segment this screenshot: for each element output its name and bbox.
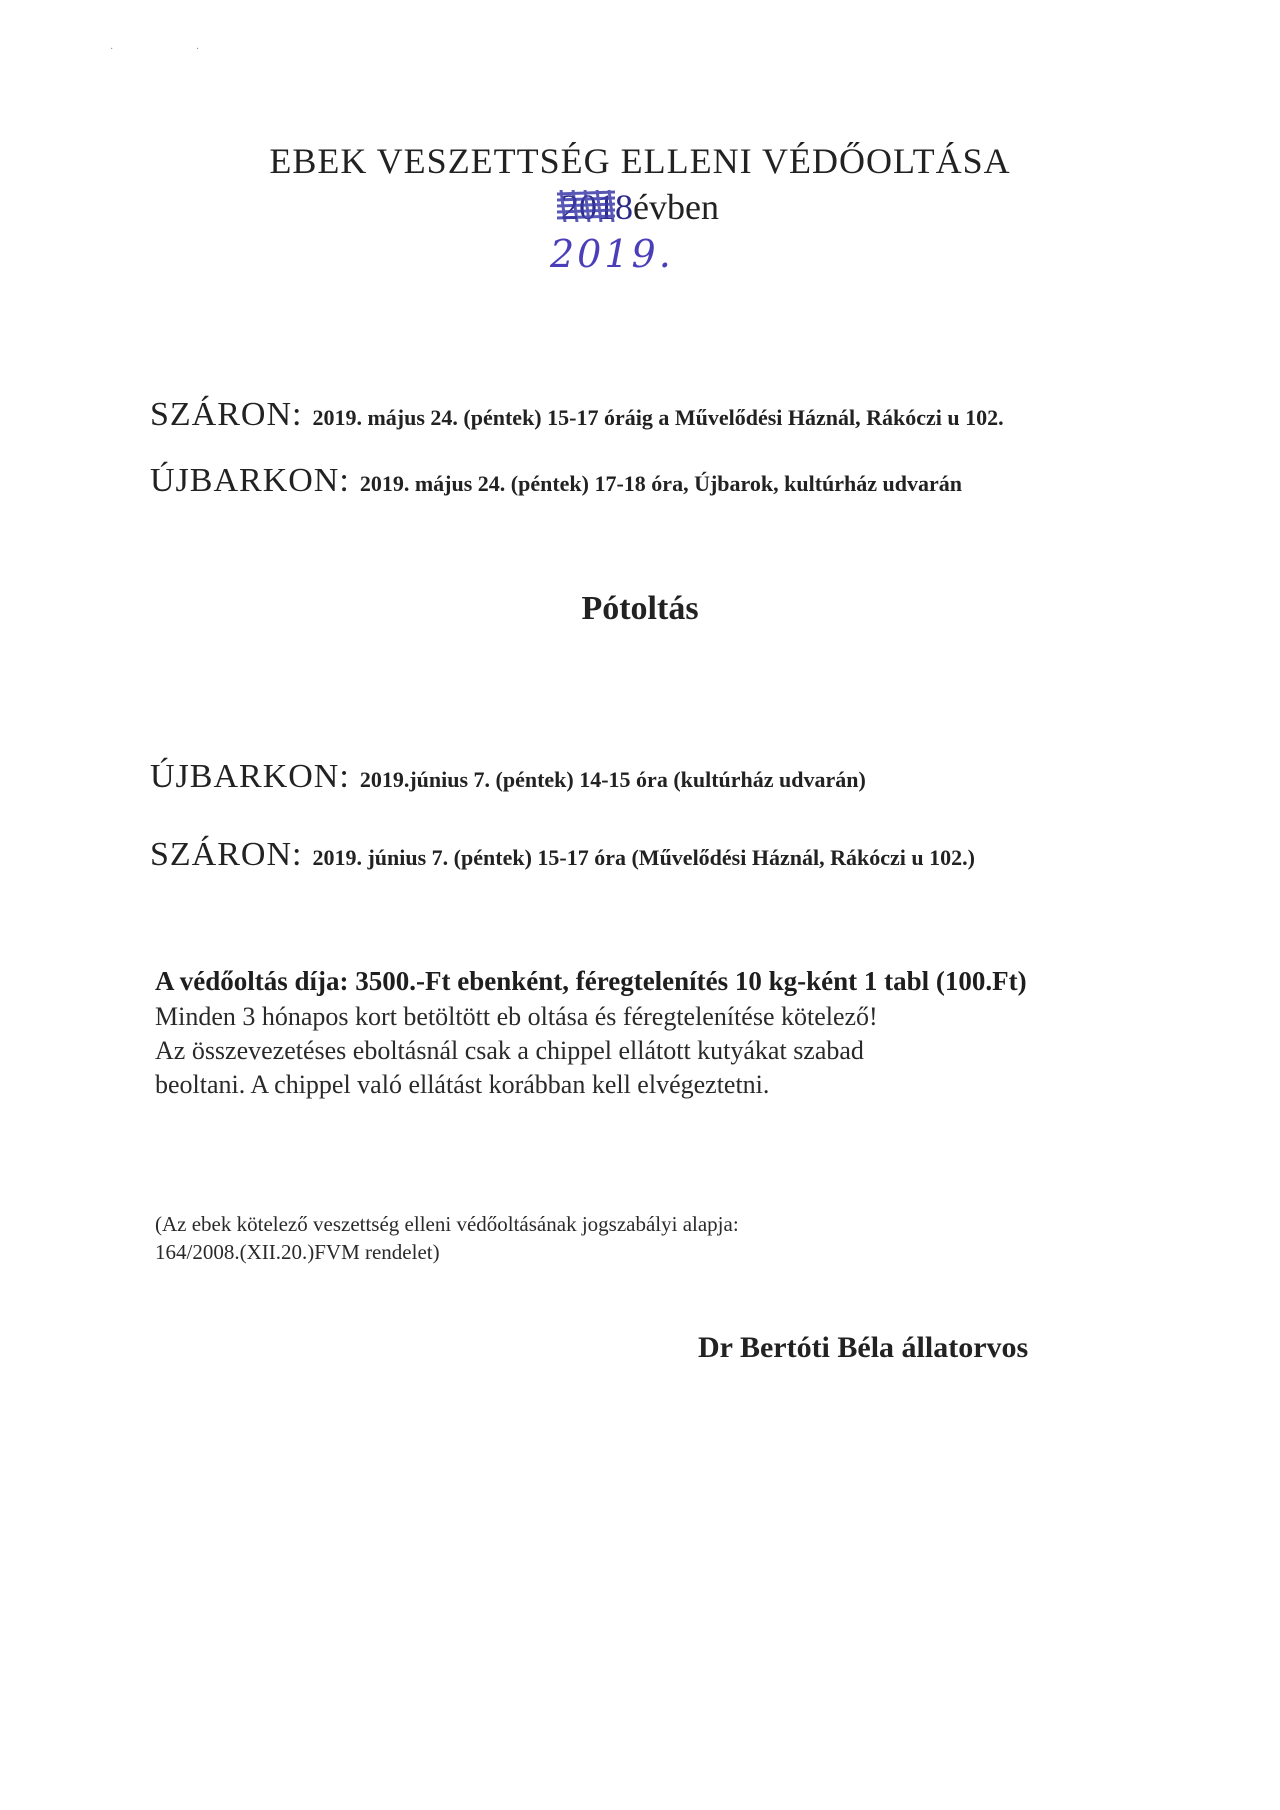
- scan-specks: · ·: [110, 44, 240, 55]
- crossed-out-year: [561, 186, 633, 228]
- makeup-place: ÚJBARKON:: [150, 758, 350, 795]
- legal-basis-line: (Az ebek kötelező veszettség elleni védőoltásának jogszabályi alapja:: [155, 1212, 739, 1236]
- fee-line: A védőoltás díja: 3500.-Ft ebenként, féregtelenítés 10 kg-ként 1 tabl (100.Ft): [155, 966, 1027, 996]
- crossed-out-year-text: 2018: [561, 187, 634, 227]
- year-line: [0, 186, 1280, 228]
- schedule-details: 2019. május 24. (péntek) 17-18 óra, Újbarok, kultúrház udvarán: [359, 471, 962, 496]
- schedule-details: 2019. május 24. (péntek) 15-17 óráig a Művelődési Háznál, Rákóczi u 102.: [312, 405, 1004, 430]
- info-line: Minden 3 hónapos kort betöltött eb oltása és féregtelenítése kötelező!: [155, 1002, 878, 1031]
- pen-scribble-mark: [555, 188, 617, 224]
- signature: Dr Bertóti Béla állatorvos: [698, 1331, 1029, 1364]
- schedule-place: SZÁRON:: [150, 396, 303, 433]
- year-suffix: évben: [633, 187, 719, 227]
- document-title: EBEK VESZETTSÉG ELLENI VÉDŐOLTÁSA: [269, 141, 1011, 181]
- makeup-line-ujbarkon: [150, 758, 866, 796]
- info-line: beoltani. A chippel való ellátást korábban kell elvégeztetni.: [155, 1070, 770, 1099]
- makeup-place: SZÁRON:: [150, 836, 303, 873]
- handwritten-year-text: 2019.: [550, 232, 674, 276]
- schedule-line-szaron: [150, 396, 1004, 434]
- makeup-details: 2019. június 7. (péntek) 15-17 óra (Művelődési Háznál, Rákóczi u 102.): [312, 845, 975, 870]
- makeup-details: 2019.június 7. (péntek) 14-15 óra (kultúrház udvarán): [359, 767, 866, 792]
- info-line: Az összevezetéses eboltásnál csak a chippel ellátott kutyákat szabad: [155, 1036, 864, 1065]
- makeup-section-title: Pótoltás: [581, 590, 699, 627]
- schedule-line-ujbarkon: [150, 462, 962, 500]
- legal-basis-line: 164/2008.(XII.20.)FVM rendelet): [155, 1240, 440, 1264]
- makeup-line-szaron: [150, 836, 975, 874]
- schedule-place: ÚJBARKON:: [150, 462, 350, 499]
- handwritten-year: [544, 232, 674, 282]
